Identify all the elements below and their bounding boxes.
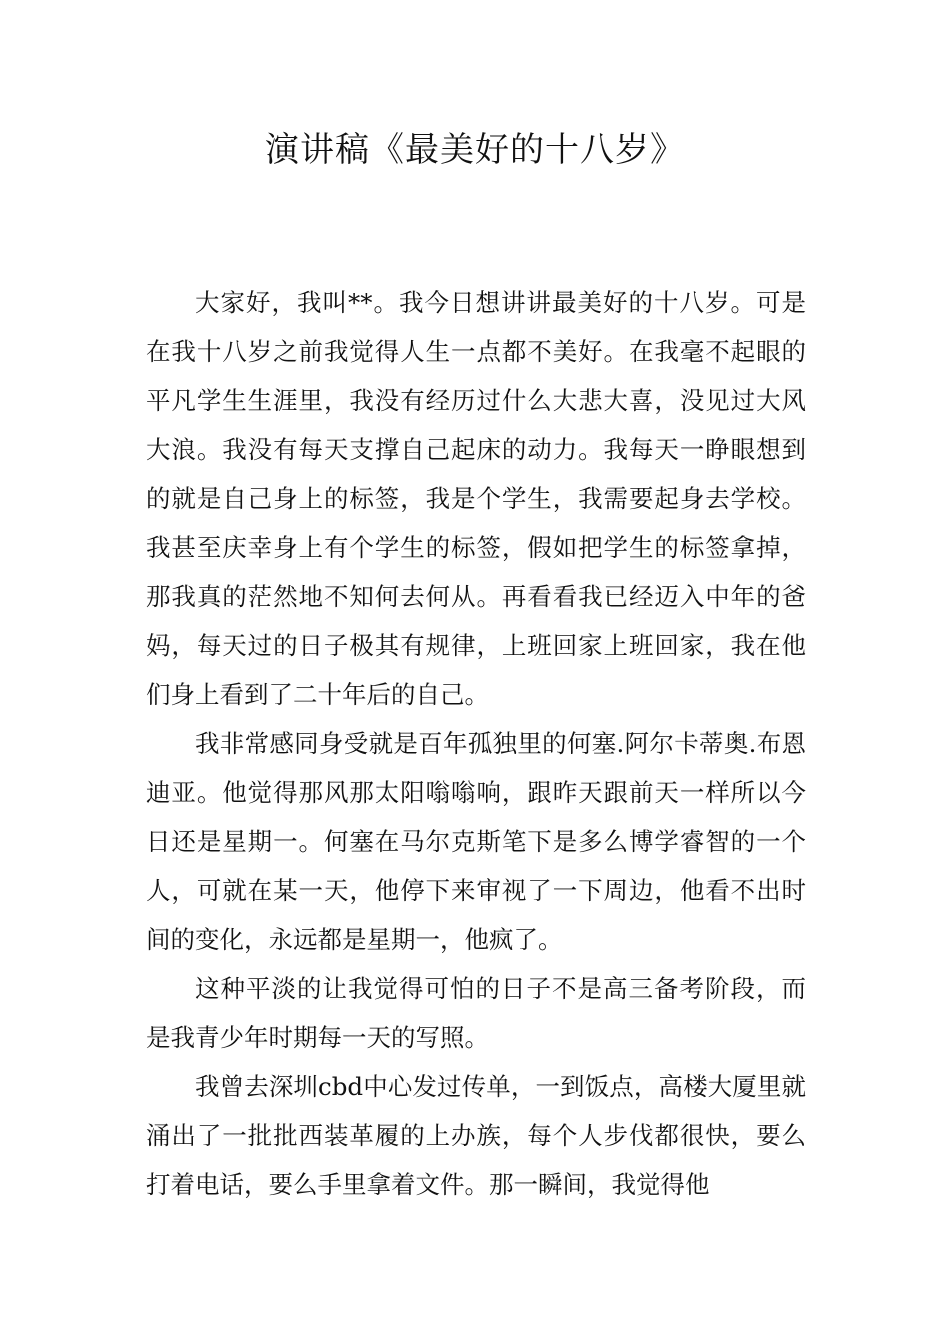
paragraph: 大家好，我叫**。我今日想讲讲最美好的十八岁。可是在我十八岁之前我觉得人生一点都不美好。在我毫不起眼的平凡学生生涯里，我没有经历过什么大悲大喜，没见过大风大浪。我没有每天支撑自己起床的动力。我每天一睁眼想到的就是自己身上的标签，我是个学生，我需要起身去学校。我甚至庆幸身上有个学生的标签，假如把学生的标签拿掉，那我真的茫然地不知何去何从。再看看我已经迈入中年的爸妈，每天过的日子极其有规律，上班回家上班回家，我在他们身上看到了二十年后的自己。 (146, 288, 806, 709)
document-title: 演讲稿《最美好的十八岁》 (265, 130, 685, 170)
paragraph: 我曾去深圳cbd中心发过传单，一到饭点，高楼大厦里就涌出了一批批西装革履的上办族，每个人步伐都很快，要么打着电话，要么手里拿着文件。那一瞬间，我觉得他 (146, 1072, 806, 1199)
paragraph: 这种平淡的让我觉得可怕的日子不是高三备考阶段，而是我青少年时期每一天的写照。 (146, 974, 806, 1052)
paragraph: 我非常感同身受就是百年孤独里的何塞.阿尔卡蒂奥.布恩迪亚。他觉得那风那太阳嗡嗡响，跟昨天跟前天一样所以今日还是星期一。何塞在马尔克斯笔下是多么博学睿智的一个人，可就在某一天，他停下来审视了一下周边，他看不出时间的变化，永远都是星期一，他疯了。 (146, 729, 806, 954)
document-body (146, 278, 806, 1209)
